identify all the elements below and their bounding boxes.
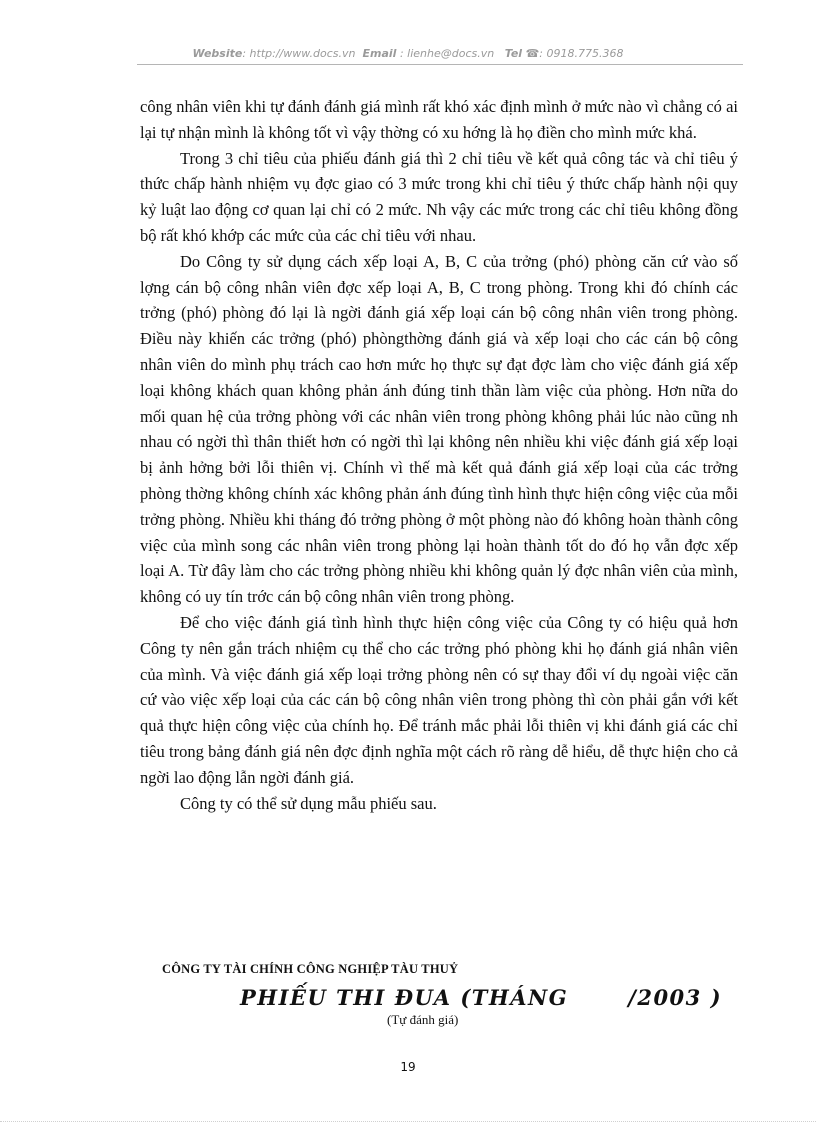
paragraph-recommendation: Để cho việc đánh giá tình hình thực hiện công việc của Công ty có hiệu quả hơn Công ty nên gắn trách nhiệm cụ thể cho các trởng phó phòng khi họ đánh giá nhân viên của mình. Và việc đánh giá xếp loại trởng phòng nên có sự thay đổi ví dụ ngoài việc căn cứ vào việc xếp loại của các cán bộ công nhân viên trong phòng thì còn phải gắn với kết quả thực hiện công việc của chính họ. Để tránh mắc phải lỗi thiên vị khi đánh giá các chỉ tiêu trong bảng đánh giá nên đợc định nghĩa một cách rõ ràng dễ hiểu, dễ thực hiện cho cả ngời lao động lẫn ngời đánh giá. xyxy=(140,612,738,787)
body-text xyxy=(140,94,738,816)
paragraph-criteria: Trong 3 chỉ tiêu của phiếu đánh giá thì 2 chỉ tiêu về kết quả công tác và chỉ tiêu ý thức chấp hành nhiệm vụ đợc giao có 3 mức trong khi chỉ tiêu ý thức chấp hành nội quy kỷ luật lao động cơ quan lại chỉ có 2 mức. Nh vậy các mức trong các chỉ tiêu không đồng bộ rất khó khớp các mức của các chỉ tiêu với nhau. xyxy=(140,148,738,245)
form-title-left: PHIẾU THI ĐUA (THÁNG xyxy=(240,985,569,1010)
email-value: : lienhe@docs.vn xyxy=(399,47,495,60)
page-header xyxy=(0,47,816,60)
form-title-right: /2003 ) xyxy=(628,985,723,1010)
tel-value: ☎: 0918.775.368 xyxy=(525,47,624,60)
footer-divider xyxy=(0,1121,816,1122)
tel-label: Tel xyxy=(504,47,523,60)
form-subtitle: (Tự đánh giá) xyxy=(387,1012,459,1027)
paragraph-classification: Do Công ty sử dụng cách xếp loại A, B, C của trởng (phó) phòng căn cứ vào số lợng cán bộ công nhân viên đợc xếp loại A, B, C trong phòng. Trong khi đó chính các trởng (phó) phòng đó lại là ngời đánh giá xếp loại cán bộ công nhân viên trong phòng. Điều này khiến các trởng (phó) phòngthờng đánh giá và xếp loại cho các cán bộ công nhân viên do mình phụ trách cao hơn mức họ thực sự đạt đợc làm cho việc đánh giá xếp loại không khách quan không phản ánh đúng tinh thần làm việc của phòng. Hơn nữa do mối quan hệ của trởng phòng với các nhân viên trong phòng không phải lúc nào cũng nh nhau có ngời thì thân thiết hơn có ngời thì lại không nên nhiều khi việc đánh giá xếp loại bị ảnh hởng bởi lỗi thiên vị. Chính vì thế mà kết quả đánh giá xếp loại của các trởng phòng thờng không chính xác không phản ánh đúng tình hình thực hiện công việc của mỗi trởng phòng. Nhiều khi tháng đó trởng phòng ở một phòng nào đó không hoàn thành công việc của mình song các nhân viên trong phòng lại hoàn thành tốt do đó họ vẫn đợc xếp loại A. Từ đây làm cho các trởng phòng nhiều khi không quản lý đợc nhân viên của mình, không có uy tín trớc cán bộ công nhân viên trong phòng. xyxy=(140,251,738,607)
paragraph-form-intro: Công ty có thể sử dụng mẫu phiếu sau. xyxy=(180,793,437,813)
website-label: Website xyxy=(192,47,243,60)
paragraph-continuation: công nhân viên khi tự đánh đánh giá mình rất khó xác định mình ở mức nào vì chẳng có ai lại tự nhận mình là không tốt vì vậy thờng có xu hớng là họ điền cho mình mức khá. xyxy=(140,97,738,142)
website-value: : http://www.docs.vn xyxy=(242,47,356,60)
header-divider xyxy=(137,64,743,65)
email-label: Email xyxy=(362,47,397,60)
company-name: CÔNG TY TÀI CHÍNH CÔNG NGHIỆP TÀU THUỶ xyxy=(162,962,459,976)
form-title xyxy=(240,985,722,1010)
page-number: 19 xyxy=(400,1060,416,1074)
